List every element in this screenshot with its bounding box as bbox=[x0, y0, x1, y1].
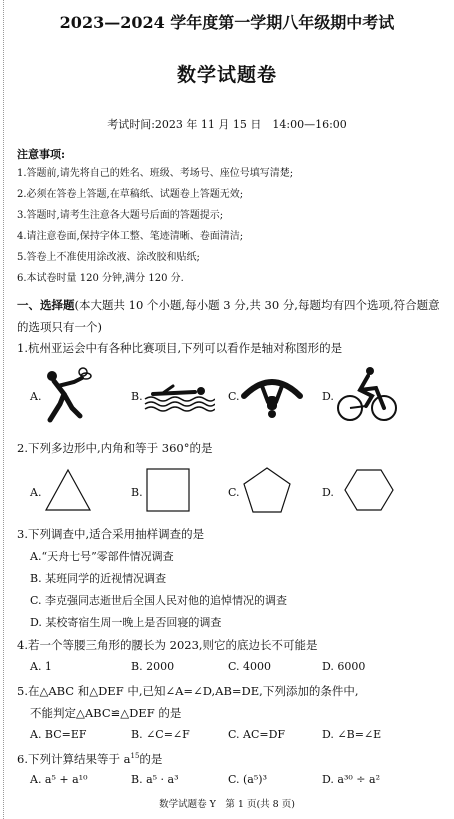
swimmer-icon bbox=[143, 384, 215, 412]
paper-title: 数学试题卷 bbox=[176, 64, 277, 86]
q4-option-c: C. 4000 bbox=[228, 660, 272, 673]
triangle-shape bbox=[44, 468, 92, 512]
q4-option-b: B. 2000 bbox=[131, 660, 175, 673]
q3-stem: 3.下列调查中,适合采用抽样调查的是 bbox=[17, 527, 205, 541]
q2-option-a-label: A. bbox=[30, 486, 42, 499]
exam-time: 考试时间:2023 年 11 月 15 日 14:00—16:00 bbox=[107, 118, 347, 131]
cyclist-icon bbox=[336, 366, 398, 422]
q1-option-b-label: B. bbox=[131, 390, 143, 403]
section-1-desc: (本大题共 10 个小题,每小题 3 分,共 30 分,每题均有四个选项,符合题意的选项只有一个) bbox=[17, 298, 440, 334]
q1-option-a-label: A. bbox=[30, 390, 42, 403]
tennis-player-icon bbox=[40, 364, 100, 426]
q5-stem-line-1: 5.在△ABC 和△DEF 中,已知∠A=∠D,AB=DE,下列添加的条件中, bbox=[17, 684, 359, 698]
page-footer: 数学试题卷 Y 第 1 页(共 8 页) bbox=[159, 799, 295, 810]
q1-option-d-label: D. bbox=[322, 390, 334, 403]
q1-option-c-label: C. bbox=[228, 390, 240, 403]
q2-stem: 2.下列多边形中,内角和等于 360°的是 bbox=[17, 441, 213, 455]
q3-option-d: D. 某校寄宿生周一晚上是否回寝的调查 bbox=[30, 616, 222, 629]
q6-stem-exponent: 15 bbox=[130, 752, 140, 761]
q3-option-c: C. 李克强同志逝世后全国人民对他的追悼情况的调查 bbox=[30, 594, 288, 607]
q5-option-b: B. ∠C=∠F bbox=[131, 728, 190, 741]
q6-option-b: B. a⁵ · a³ bbox=[131, 773, 179, 786]
section-1-heading: 一、选择题 bbox=[17, 298, 75, 312]
q4-option-d: D. 6000 bbox=[322, 660, 366, 673]
q5-option-c: C. AC=DF bbox=[228, 728, 286, 741]
note-item: 4.请注意卷面,保持字体工整、笔迹清晰、卷面清洁; bbox=[17, 231, 244, 242]
q6-option-a: A. a⁵ + a¹⁰ bbox=[30, 773, 88, 786]
q4-stem: 4.若一个等腰三角形的腰长为 2023,则它的底边长不可能是 bbox=[17, 638, 318, 652]
q2-option-d-label: D. bbox=[322, 486, 334, 499]
q2-option-c-label: C. bbox=[228, 486, 240, 499]
q4-option-a: A. 1 bbox=[30, 660, 52, 673]
section-1-instructions bbox=[17, 294, 447, 338]
note-item: 5.答卷上不准使用涂改液、涂改胶和贴纸; bbox=[17, 252, 200, 263]
q1-stem: 1.杭州亚运会中有各种比赛项目,下列可以看作是轴对称图形的是 bbox=[17, 341, 343, 355]
q6-option-c: C. (a⁵)³ bbox=[228, 773, 267, 786]
exam-title: 2023—2024 学年度第一学期八年级期中考试 bbox=[59, 13, 395, 32]
q6-stem bbox=[17, 751, 162, 767]
q3-option-a: A.“天舟七号”零部件情况调查 bbox=[30, 550, 174, 563]
hexagon-shape bbox=[344, 468, 394, 512]
q6-stem-prefix: 6.下列计算结果等于 a bbox=[17, 752, 131, 766]
q6-stem-suffix: 的是 bbox=[139, 752, 163, 766]
q5-option-d: D. ∠B=∠E bbox=[322, 728, 382, 741]
note-item: 6.本试卷时量 120 分钟,满分 120 分. bbox=[17, 273, 184, 284]
q3-option-b: B. 某班同学的近视情况调查 bbox=[30, 572, 167, 585]
notes-title: 注意事项: bbox=[17, 148, 66, 161]
pentagon-shape bbox=[242, 466, 292, 514]
note-item: 2.必须在答卷上答题,在草稿纸、试题卷上答题无效; bbox=[17, 189, 244, 200]
q2-option-b-label: B. bbox=[131, 486, 143, 499]
note-item: 3.答题时,请考生注意各大题号后面的答题提示; bbox=[17, 210, 224, 221]
q6-option-d: D. a³⁰ ÷ a² bbox=[322, 773, 380, 786]
gymnast-icon bbox=[240, 372, 304, 418]
note-item: 1.答题前,请先将自己的姓名、班级、考场号、座位号填写清楚; bbox=[17, 168, 294, 179]
q5-stem-line-2: 不能判定△ABC≌△DEF 的是 bbox=[30, 706, 182, 720]
q5-option-a: A. BC=EF bbox=[30, 728, 87, 741]
square-shape bbox=[146, 468, 190, 512]
